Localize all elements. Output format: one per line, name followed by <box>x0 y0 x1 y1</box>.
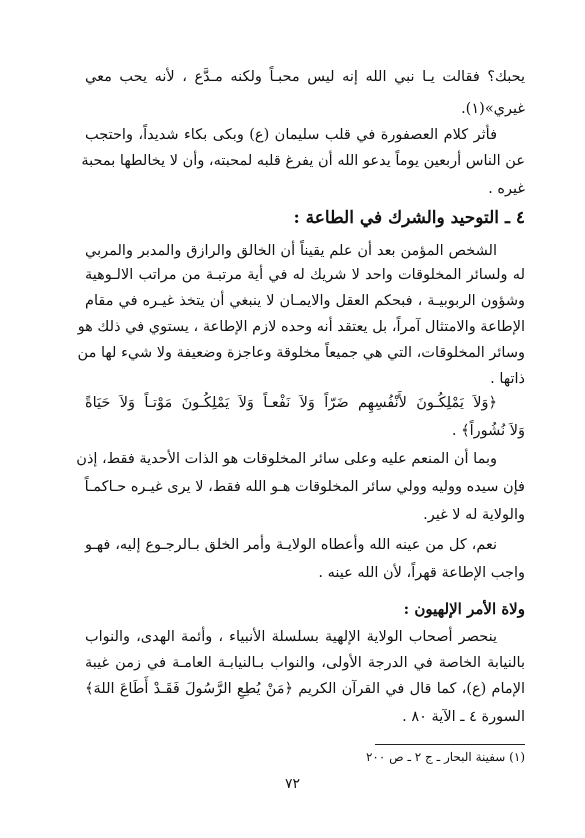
text-line: وشؤون الربوبيـة ، فبحكم العقل والايمـان لا ينبغي أن يتخذ غيـره في مقام <box>85 293 525 309</box>
section-heading: ٤ ـ التوحيد والشرك في الطاعة : <box>293 208 525 228</box>
text-line: غيره . <box>488 181 525 197</box>
text-line: غيري»(١). <box>461 101 525 117</box>
text-line: وبما أن المنعم عليه وعلى سائر المخلوقات هو الذات الأحدية فقط، إذن <box>76 451 497 467</box>
text-line: فأثر كلام العصفورة في قلب سليمان (ع) وبكى بكاء شديداً، واحتجب <box>85 127 497 143</box>
text-line: واجب الإطاعة قهراً، لأن الله عينه . <box>318 565 525 581</box>
text-line: يحبك؟ فقالت يـا نبي الله إنه ليس محبـاً ولكنه مـدَّع ، لأنه يحب معي <box>85 69 525 85</box>
section-heading: ولاة الأمر الإلهيون : <box>403 600 525 618</box>
quran-verse: وَلاَ نُشُوراً﴾ . <box>451 423 525 439</box>
footnote-divider <box>375 744 525 745</box>
text-line: له ولسائر المخلوقات واحد لا شريك له في أية مرتبـة من مراتب الالـوهية <box>85 267 525 283</box>
text-line: الإطاعة والامتثال آمراً، بل يعتقد أنه وحده لازم الإطاعة ، يستوي في ذلك هو <box>77 319 525 335</box>
text-line: بالنيابة الخاصة في الدرجة الأولى، والنواب بـالنيابـة العامـة في زمن غيبة <box>85 655 525 671</box>
quran-verse: ﴿وَلاَ يَمْلِكُـونَ لأَنْفُسِهِم ضَرّاً وَلاَ نَفْعـاً وَلاَ يَمْلِكُـونَ مَوْتـاً وَلاَ حَيَاةً <box>85 395 497 411</box>
text-line: الشخص المؤمن بعد أن علم يقيناً أن الخالق والرازق والمدبر والمربي <box>85 243 497 259</box>
text-line: الإمام (ع)، كما قال في القرآن الكريم ﴿مَنْ يُطِعِ الرَّسُولَ فَقَـدْ أَطَاعَ اللهَ﴾ <box>85 681 525 697</box>
text-line: ذاتها . <box>490 371 525 387</box>
text-line: ينحصر أصحاب الولاية الإلهية بسلسلة الأنبياء ، وأئمة الهدى، والنواب <box>85 629 497 645</box>
text-line: عن الناس أربعين يوماً يدعو الله أن يفرغ قلبه لمحبته، وأن لا يخالطها بمحبة <box>81 153 525 169</box>
text-line: والولاية له لا غير. <box>423 507 525 523</box>
text-line: نعم، كل من عينه الله وأعطاه الولايـة وأمر الخلق بـالرجـوع إليه، فهـو <box>85 537 497 553</box>
footnote: (١) سفينة البحار ـ ج ٢ ـ ص ٢٠٠ <box>365 750 525 764</box>
text-line: فإن سيده ووليه وولي سائر المخلوقات هـو الله فقط، لا يرى غيـره حـاكمـاً <box>84 479 525 495</box>
text-line: السورة ٤ ـ الآية ٨٠ . <box>402 709 525 725</box>
page-number: ٧٢ <box>284 776 301 792</box>
text-line: وسائر المخلوقات، التي هي جميعاً مخلوقة وعاجزة وضعيفة ولا شيء لها من <box>77 345 525 361</box>
